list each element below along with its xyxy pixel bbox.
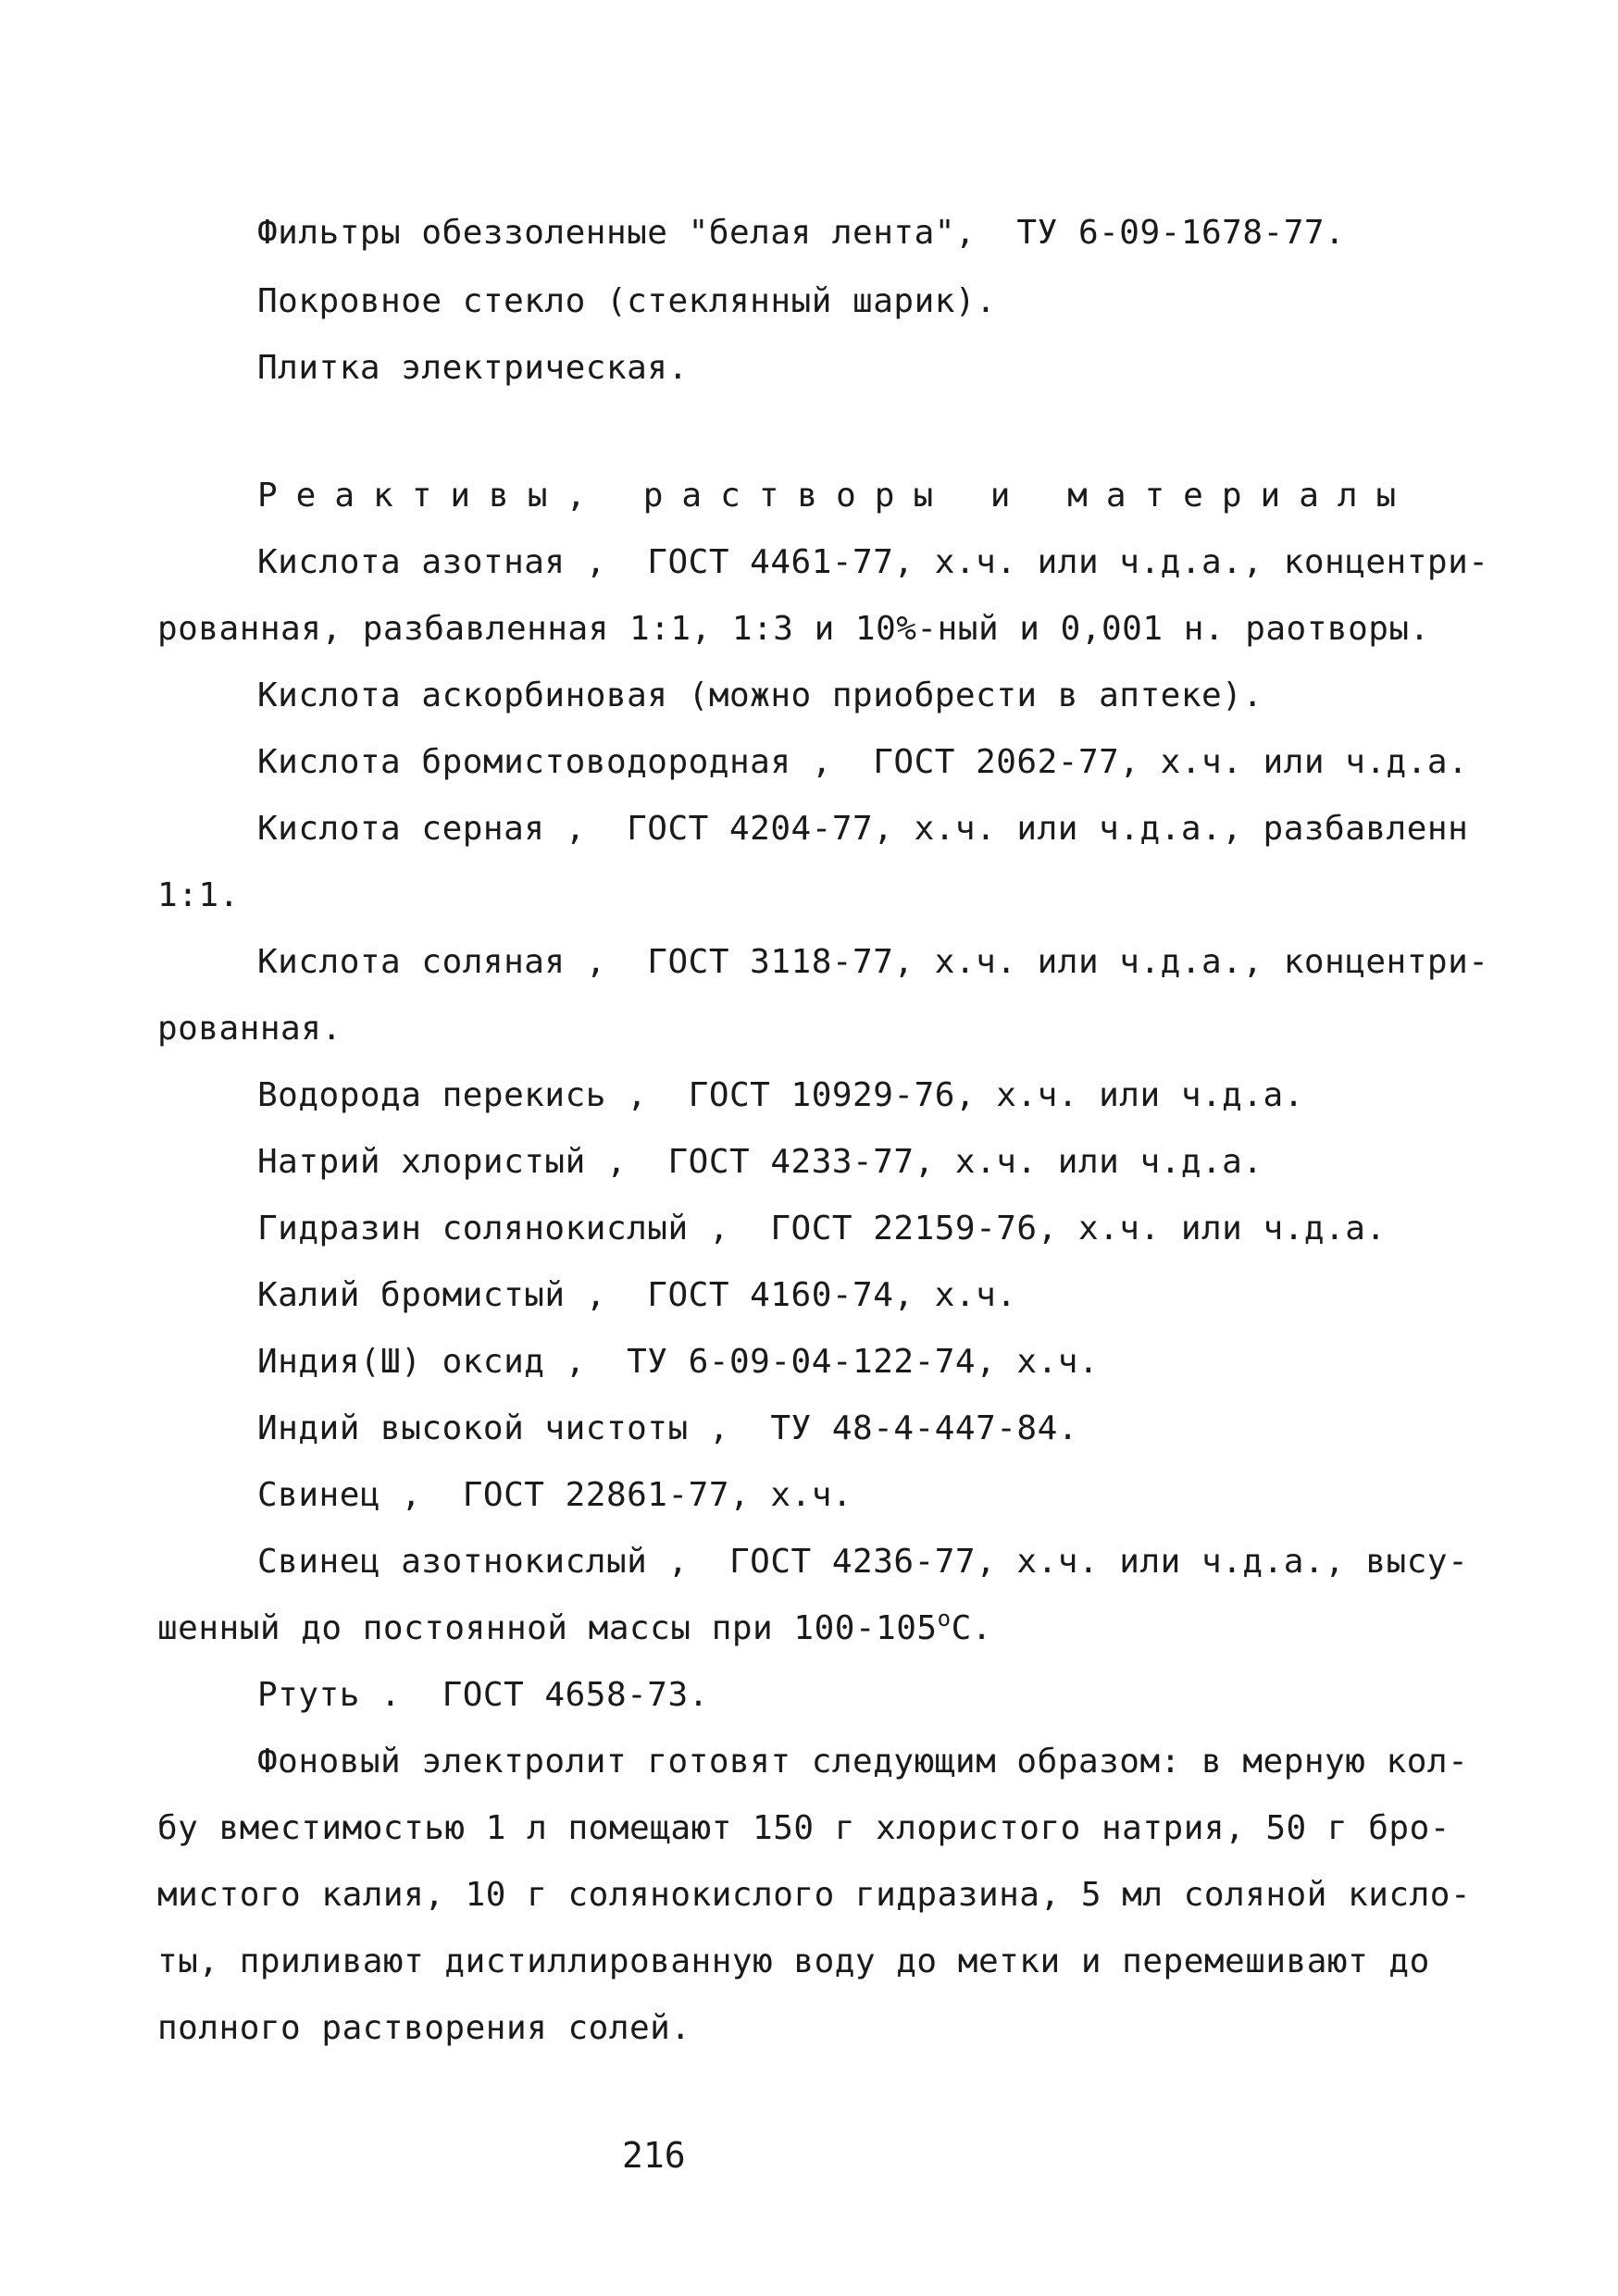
reagent-line-text: шенный до постоянной массы при 100-105	[157, 1609, 938, 1647]
paragraph-line: полного растворения солей.	[157, 2009, 691, 2047]
reagent-line: Кислота аскорбиновая (можно приобрести в аптеке).	[257, 676, 1263, 714]
equipment-line-hotplate: Плитка электрическая.	[257, 349, 689, 387]
reagent-line: Гидразин солянокислый , ГОСТ 22159-76, х.ч. или ч.д.а.	[257, 1210, 1387, 1247]
reagent-line: Свинец азотнокислый , ГОСТ 4236-77, х.ч. или ч.д.а., высу-	[257, 1543, 1469, 1581]
paragraph-line: бу вместимостью 1 л помещают 150 г хлористого натрия, 50 г бро-	[157, 1809, 1450, 1847]
paragraph-line: мистого калия, 10 г солянокислого гидразина, 5 мл соляной кисло-	[157, 1876, 1472, 1914]
equipment-line-filters: Фильтры обеззоленные "белая лента", ТУ 6-09-1678-77.	[257, 214, 1346, 252]
page-number: 216	[622, 2135, 686, 2176]
paragraph-line: Фоновый электролит готовят следующим образом: в мерную кол-	[257, 1743, 1469, 1781]
reagent-line: Калий бромистый , ГОСТ 4160-74, х.ч.	[257, 1276, 1017, 1314]
reagent-line: Натрий хлористый , ГОСТ 4233-77, х.ч. или ч.д.а.	[257, 1143, 1263, 1181]
reagent-line: Кислота бромистоводородная , ГОСТ 2062-77, х.ч. или ч.д.а.	[257, 743, 1469, 781]
reagent-line: Кислота соляная , ГОСТ 3118-77, х.ч. или ч.д.а., концентри-	[257, 943, 1489, 981]
reagent-line: Ртуть . ГОСТ 4658-73.	[257, 1676, 709, 1714]
reagent-line: рованная.	[157, 1010, 342, 1048]
reagents-heading: Реактивы, растворы и материалы	[257, 477, 1415, 515]
paragraph-line: ты, приливают дистиллированную воду до метки и перемешивают до	[157, 1942, 1430, 1980]
reagent-line: Кислота серная , ГОСТ 4204-77, х.ч. или ч.д.а., разбавленн	[257, 810, 1469, 848]
degree-mark: о	[937, 1606, 952, 1632]
reagent-line: 1:1.	[157, 876, 240, 914]
equipment-line-cover-glass: Покровное стекло (стеклянный шарик).	[257, 282, 997, 320]
reagent-line: рованная, разбавленная 1:1, 1:3 и 10%-ный и 0,001 н. раотворы.	[157, 610, 1430, 648]
reagent-line: Индий высокой чистоты , ТУ 48-4-447-84.	[257, 1409, 1078, 1447]
reagent-line-dried	[157, 1607, 992, 1651]
reagent-line: Водорода перекись , ГОСТ 10929-76, х.ч. или ч.д.а.	[257, 1076, 1304, 1114]
reagent-line: Свинец , ГОСТ 22861-77, х.ч.	[257, 1476, 853, 1514]
reagent-line: Кислота азотная , ГОСТ 4461-77, х.ч. или ч.д.а., концентри-	[257, 543, 1489, 581]
degree-suffix: С.	[951, 1609, 992, 1647]
reagent-line: Индия(Ш) оксид , ТУ 6-09-04-122-74, х.ч.	[257, 1343, 1100, 1381]
